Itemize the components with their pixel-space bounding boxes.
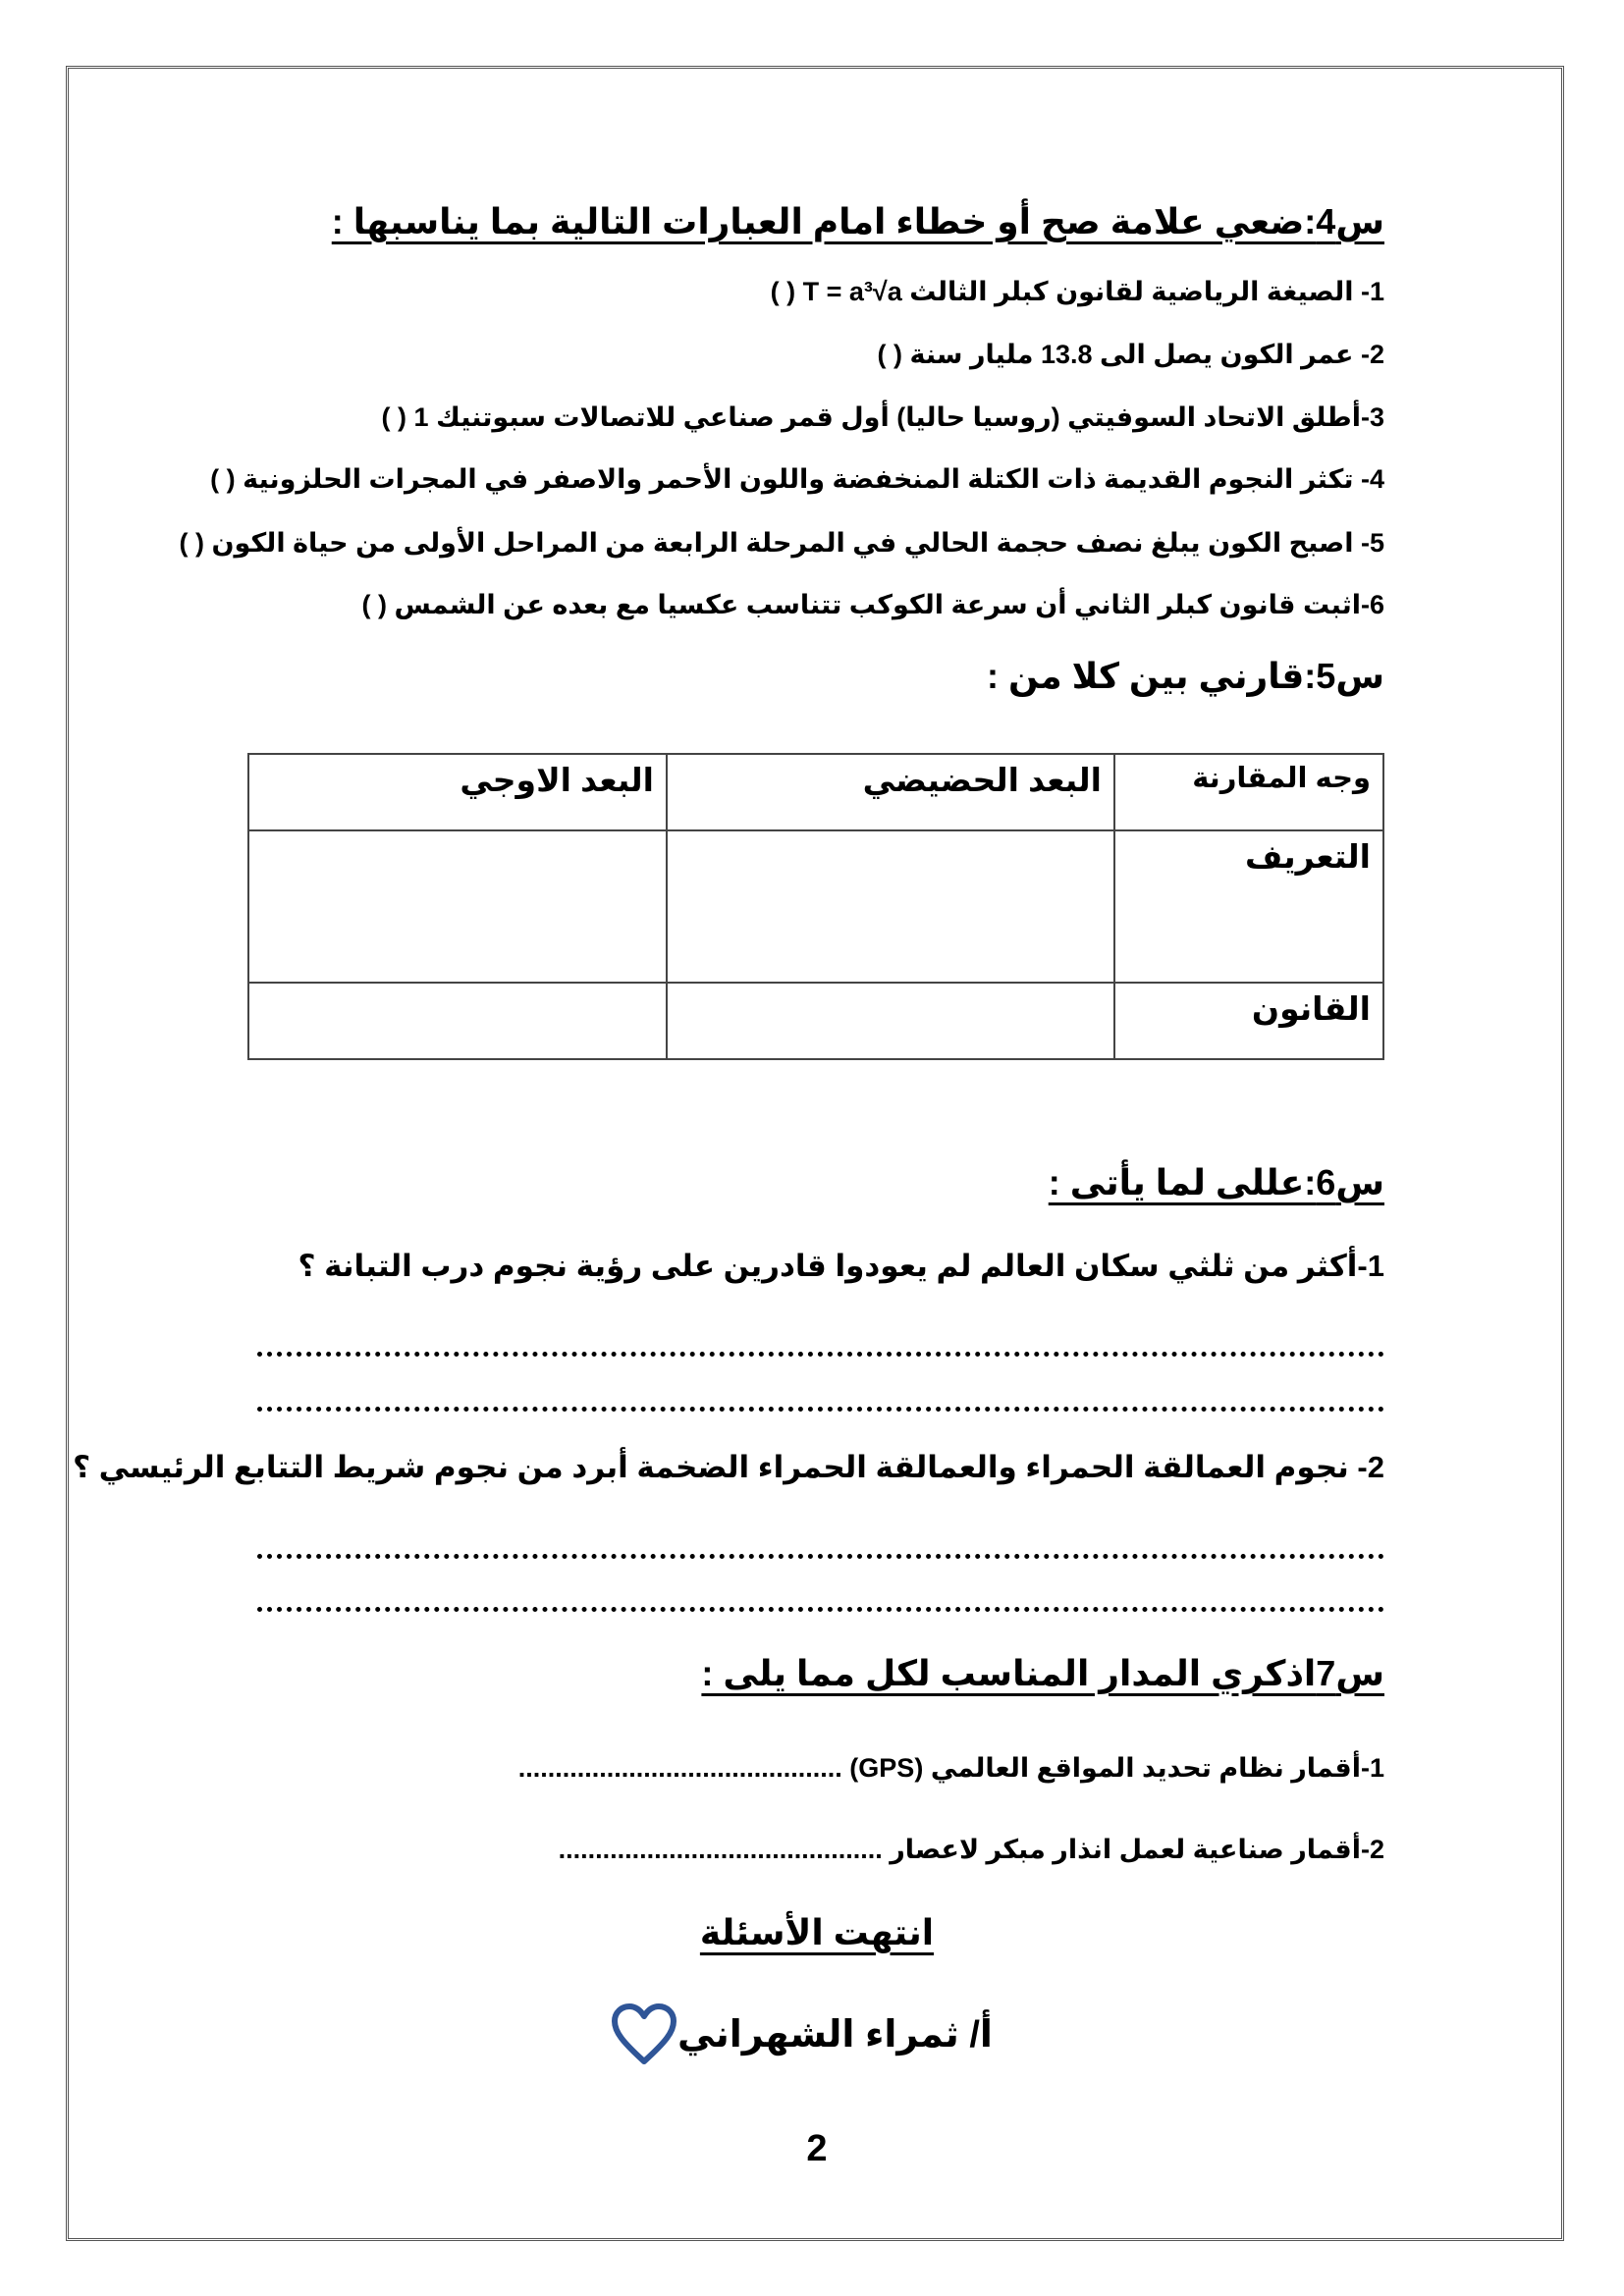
table-cell-answer[interactable] xyxy=(667,830,1114,983)
teacher-signature: أ/ ثمراء الشهراني xyxy=(677,2014,993,2056)
answer-line[interactable] xyxy=(257,1554,1384,1559)
q7-item-2: 2-أقمار صناعية لعمل انذار مبكر لاعصار ............................................ xyxy=(558,1835,1384,1864)
q4-item-4: 4- تكثر النجوم القديمة ذات الكتلة المنخفضة واللون الأحمر والاصفر في المجرات الحلزونية ( ) xyxy=(210,464,1384,494)
q5-title: س5:قارني بين كلا من : xyxy=(986,656,1384,696)
table-row-law: القانون xyxy=(1114,983,1383,1059)
answer-line[interactable] xyxy=(257,1352,1384,1357)
q4-item-6: 6-اثبت قانون كبلر الثاني أن سرعة الكوكب تتناسب عكسيا مع بعده عن الشمس ( ) xyxy=(361,590,1384,619)
q4-item-2: 2- عمر الكون يصل الى 13.8 مليار سنة ( ) xyxy=(877,340,1384,369)
q6-item-1: 1-أكثر من ثلثي سكان العالم لم يعودوا قادرين على رؤية نجوم درب التبانة ؟ xyxy=(298,1249,1384,1283)
table-cell-answer[interactable] xyxy=(248,830,667,983)
answer-line[interactable] xyxy=(257,1607,1384,1612)
end-of-questions: انتهت الأسئلة xyxy=(699,1912,935,1952)
table-row-definition: التعريف xyxy=(1114,830,1383,983)
table-cell-answer[interactable] xyxy=(667,983,1114,1059)
q4-item-3: 3-أطلق الاتحاد السوفيتي (روسيا حاليا) أول قمر صناعي للاتصالات سبوتنيك 1 ( ) xyxy=(381,402,1384,432)
q7-title: س7اذكري المدار المناسب لكل مما يلى : xyxy=(701,1653,1384,1693)
table-cell-answer[interactable] xyxy=(248,983,667,1059)
q4-item-1: 1- الصيغة الرياضية لقانون كبلر الثالث T = a³√a ( ) xyxy=(770,277,1384,306)
heart-icon xyxy=(609,2002,679,2067)
q6-title: س6:عللى لما يأتى : xyxy=(1048,1162,1384,1202)
answer-line[interactable] xyxy=(257,1407,1384,1412)
table-header-aphelion: البعد الاوجي xyxy=(248,754,667,830)
q4-item-5: 5- اصبح الكون يبلغ نصف حجمة الحالي في المرحلة الرابعة من المراحل الأولى من حياة الكون ( ) xyxy=(179,528,1384,558)
q7-item-1: 1-أقمار نظام تحديد المواقع العالمي (GPS) ............................................ xyxy=(517,1753,1384,1783)
table-header-perihelion: البعد الحضيضي xyxy=(667,754,1114,830)
page-number: 2 xyxy=(806,2128,828,2169)
table-header-aspect: وجه المقارنة xyxy=(1114,754,1383,830)
q6-item-2: 2- نجوم العمالقة الحمراء والعمالقة الحمراء الضخمة أبرد من نجوم شريط التتابع الرئيسي ؟ xyxy=(73,1450,1384,1484)
comparison-table xyxy=(247,753,1384,1060)
q4-title: س4:ضعي علامة صح أو خطاء امام العبارات التالية بما يناسبها : xyxy=(331,201,1384,241)
